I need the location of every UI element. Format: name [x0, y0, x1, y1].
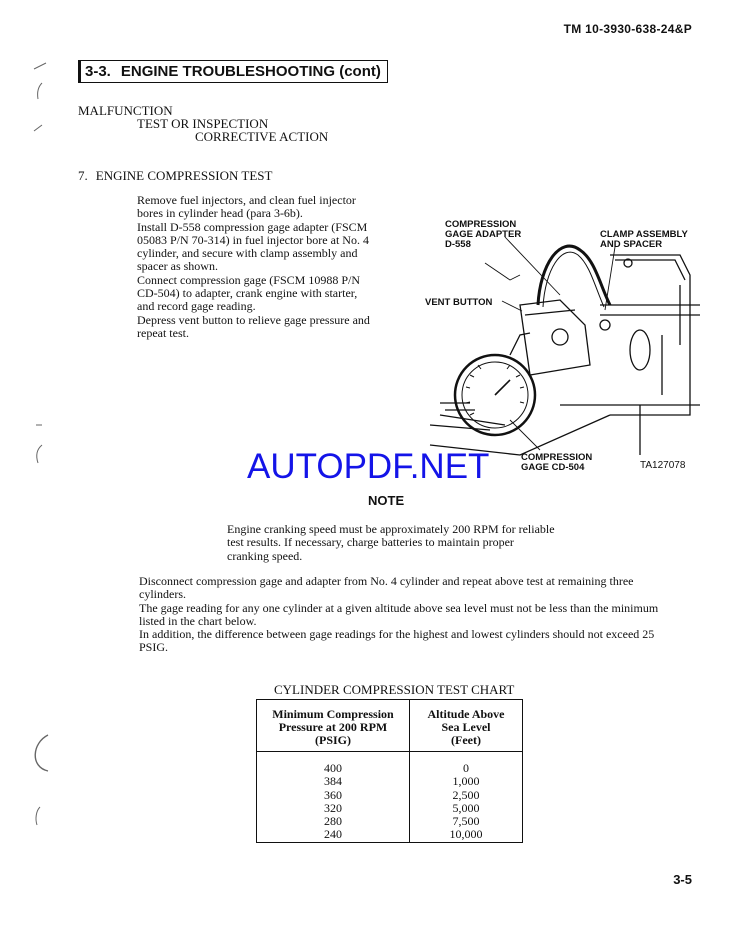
hierarchy-test-inspection: TEST OR INSPECTION	[137, 116, 269, 131]
label-adapter-line3: D-558	[445, 239, 471, 250]
altitude-cell: 5,000	[410, 802, 523, 815]
item-heading	[78, 168, 272, 184]
page-number: 3-5	[673, 872, 692, 887]
hierarchy-malfunction: MALFUNCTION	[78, 103, 173, 118]
altitude-cell: 7,500	[410, 815, 523, 828]
pressure-cell: 240	[257, 828, 410, 842]
body-paragraph-1: Disconnect compression gage and adapter from No. 4 cylinder and repeat above test at remaining three cylinders.	[139, 574, 634, 602]
section-number: 3-3.	[85, 63, 111, 80]
item-number: 7.	[78, 168, 88, 183]
chart-title: CYLINDER COMPRESSION TEST CHART	[274, 682, 515, 697]
note-title: NOTE	[368, 493, 405, 508]
altitude-cell: 0	[410, 752, 523, 776]
compression-test-illustration	[410, 215, 700, 465]
document-id: TM 10-3930-638-24&P	[563, 22, 692, 36]
altitude-cell: 10,000	[410, 828, 523, 842]
label-vent-button: VENT BUTTON	[425, 297, 493, 308]
item-title: ENGINE COMPRESSION TEST	[95, 168, 273, 183]
body-paragraph-3: In addition, the difference between gage readings for the highest and lowest cylinders should not exceed 25 PSIG.	[139, 627, 655, 655]
watermark: AUTOPDF.NET	[247, 447, 490, 486]
header-col2-line1: Altitude Above	[427, 707, 505, 721]
header-min-compression	[257, 700, 410, 752]
table-row	[257, 775, 523, 788]
label-gage-line1: COMPRESSION	[521, 452, 593, 463]
label-adapter-line1: COMPRESSION	[445, 219, 517, 230]
compression-chart-table	[256, 699, 523, 843]
label-compression-gage-adapter	[445, 220, 521, 250]
label-clamp-line1: CLAMP ASSEMBLY	[600, 229, 688, 240]
step-3: Connect compression gage (FSCM 10988 P/N CD-504) to adapter, crank engine with starter, and record gage reading.	[137, 272, 360, 314]
header-col2-line2: Sea Level	[441, 720, 491, 734]
section-heading	[78, 60, 388, 83]
label-clamp-assembly	[600, 230, 688, 250]
procedure-steps	[137, 194, 377, 340]
body-paragraph-2: The gage reading for any one cylinder at a given altitude above sea level must not be less than the minimum listed in the chart below.	[139, 600, 659, 628]
label-adapter-line2: GAGE ADAPTER	[445, 229, 522, 240]
section-title: ENGINE TROUBLESHOOTING (cont)	[120, 63, 381, 80]
header-col1-line1: Minimum Compression	[272, 707, 394, 721]
label-gage-line2: GAGE CD-504	[521, 462, 585, 473]
table-row	[257, 802, 523, 815]
table-row	[257, 815, 523, 828]
header-col2-line3: (Feet)	[451, 733, 481, 747]
header-altitude	[410, 700, 523, 752]
body-text	[139, 575, 679, 655]
header-col1-line2: Pressure at 200 RPM	[278, 720, 388, 734]
pressure-cell: 320	[257, 802, 410, 815]
altitude-cell: 1,000	[410, 775, 523, 788]
table-row	[257, 789, 523, 802]
altitude-cell: 2,500	[410, 789, 523, 802]
label-compression-gage	[521, 453, 592, 473]
pressure-cell: 384	[257, 775, 410, 788]
step-4: Depress vent button to relieve gage pressure and repeat test.	[137, 312, 370, 340]
label-clamp-line2: AND SPACER	[600, 239, 663, 250]
pressure-cell: 400	[257, 752, 410, 776]
hierarchy-corrective-action: CORRECTIVE ACTION	[195, 129, 329, 144]
figure-id: TA127078	[640, 460, 686, 471]
pressure-cell: 280	[257, 815, 410, 828]
table-row	[257, 752, 523, 776]
header-col1-line3: (PSIG)	[315, 733, 351, 747]
step-2: Install D-558 compression gage adapter (FSCM 05083 P/N 70-314) in fuel injector bore at No. 4 cylinder, and secure with clamp assembly and spacer as shown.	[137, 219, 369, 274]
step-1: Remove fuel injectors, and clean fuel injector bores in cylinder head (para 3-6b).	[137, 193, 356, 221]
table-row	[257, 828, 523, 842]
note-text: Engine cranking speed must be approximately 200 RPM for reliable test results. If necessary, charge batteries to maintain proper cranking speed.	[227, 522, 555, 563]
pressure-cell: 360	[257, 789, 410, 802]
scan-margin-marks	[28, 55, 58, 855]
